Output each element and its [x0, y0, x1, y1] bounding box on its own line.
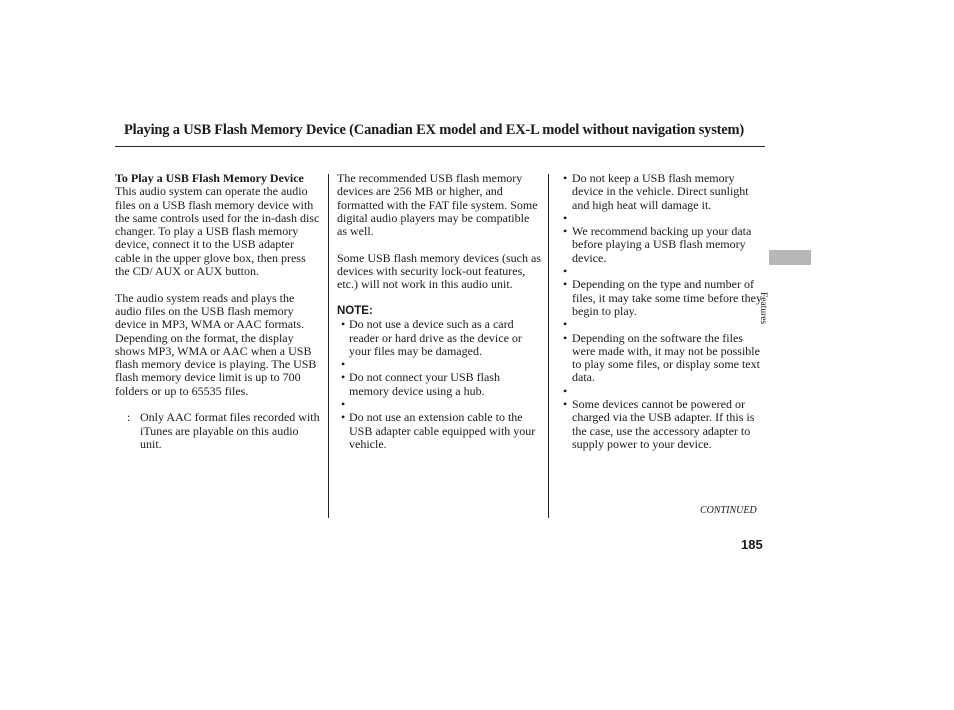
section-heading: To Play a USB Flash Memory Device: [115, 171, 304, 185]
tip-item: • Do not keep a USB flash memory device in the vehicle. Direct sunlight and high heat will damage it.: [563, 172, 768, 212]
recommended-devices-paragraph: The recommended USB flash memory devices are 256 MB or higher, and formatted with the FAT file system. Some digital audio players may be compatible as well.: [337, 171, 538, 239]
page-number: 185: [741, 537, 763, 552]
tip-item: • We recommend backing up your data before playing a USB flash memory device.: [563, 225, 768, 265]
column-right: [563, 172, 768, 451]
tips-list: [563, 172, 768, 451]
footnote-mark: :: [127, 410, 131, 425]
incompatible-devices-paragraph: Some USB flash memory devices (such as devices with security lock-out features, etc.) will not work in this audio unit.: [337, 250, 541, 292]
formats-paragraph: The audio system reads and plays the audio files on the USB flash memory device in MP3, WMA or AAC formats. Depending on the format, the display shows MP3, WMA or AAC when a USB flash memory device is playing. The USB flash memory device limit is up to 700 folders or up to 65535 files.: [115, 290, 317, 398]
column-middle: [337, 172, 542, 451]
section-side-label: Features: [758, 292, 768, 325]
continued-label: CONTINUED: [700, 505, 757, 516]
column-divider-2: [548, 174, 549, 518]
note-item: • Do not use an extension cable to the USB adapter cable equipped with your vehicle.: [337, 411, 542, 451]
tip-item: • Some devices cannot be powered or charged via the USB adapter. If this is the case, use the accessory adapter to supply power to your device.: [563, 398, 768, 451]
title-divider: [115, 146, 765, 147]
section-tab: [769, 250, 811, 265]
footnote-text: Only AAC format files recorded with iTunes are playable on this audio unit.: [140, 410, 320, 451]
note-item: • Do not use a device such as a card reader or hard drive as the device or your files may be damaged.: [337, 318, 542, 358]
page-title: Playing a USB Flash Memory Device (Canadian EX model and EX-L model without navigation system): [124, 122, 745, 138]
column-divider-1: [328, 174, 329, 518]
note-heading: NOTE:: [337, 304, 373, 317]
aac-footnote: [115, 411, 320, 451]
note-item: • Do not connect your USB flash memory device using a hub.: [337, 371, 542, 398]
tip-item: • Depending on the type and number of files, it may take some time before they begin to play.: [563, 278, 768, 318]
note-list: [337, 318, 542, 451]
column-left: [115, 172, 320, 451]
tip-item: • Depending on the software the files were made with, it may not be possible to play some files, or display some text data.: [563, 332, 768, 385]
intro-paragraph: This audio system can operate the audio files on a USB flash memory device with the same controls used for the in-dash disc changer. To play a USB flash memory device, connect it to the USB adapter cable in the upper glove box, then press the CD/ AUX or AUX button.: [115, 184, 320, 279]
